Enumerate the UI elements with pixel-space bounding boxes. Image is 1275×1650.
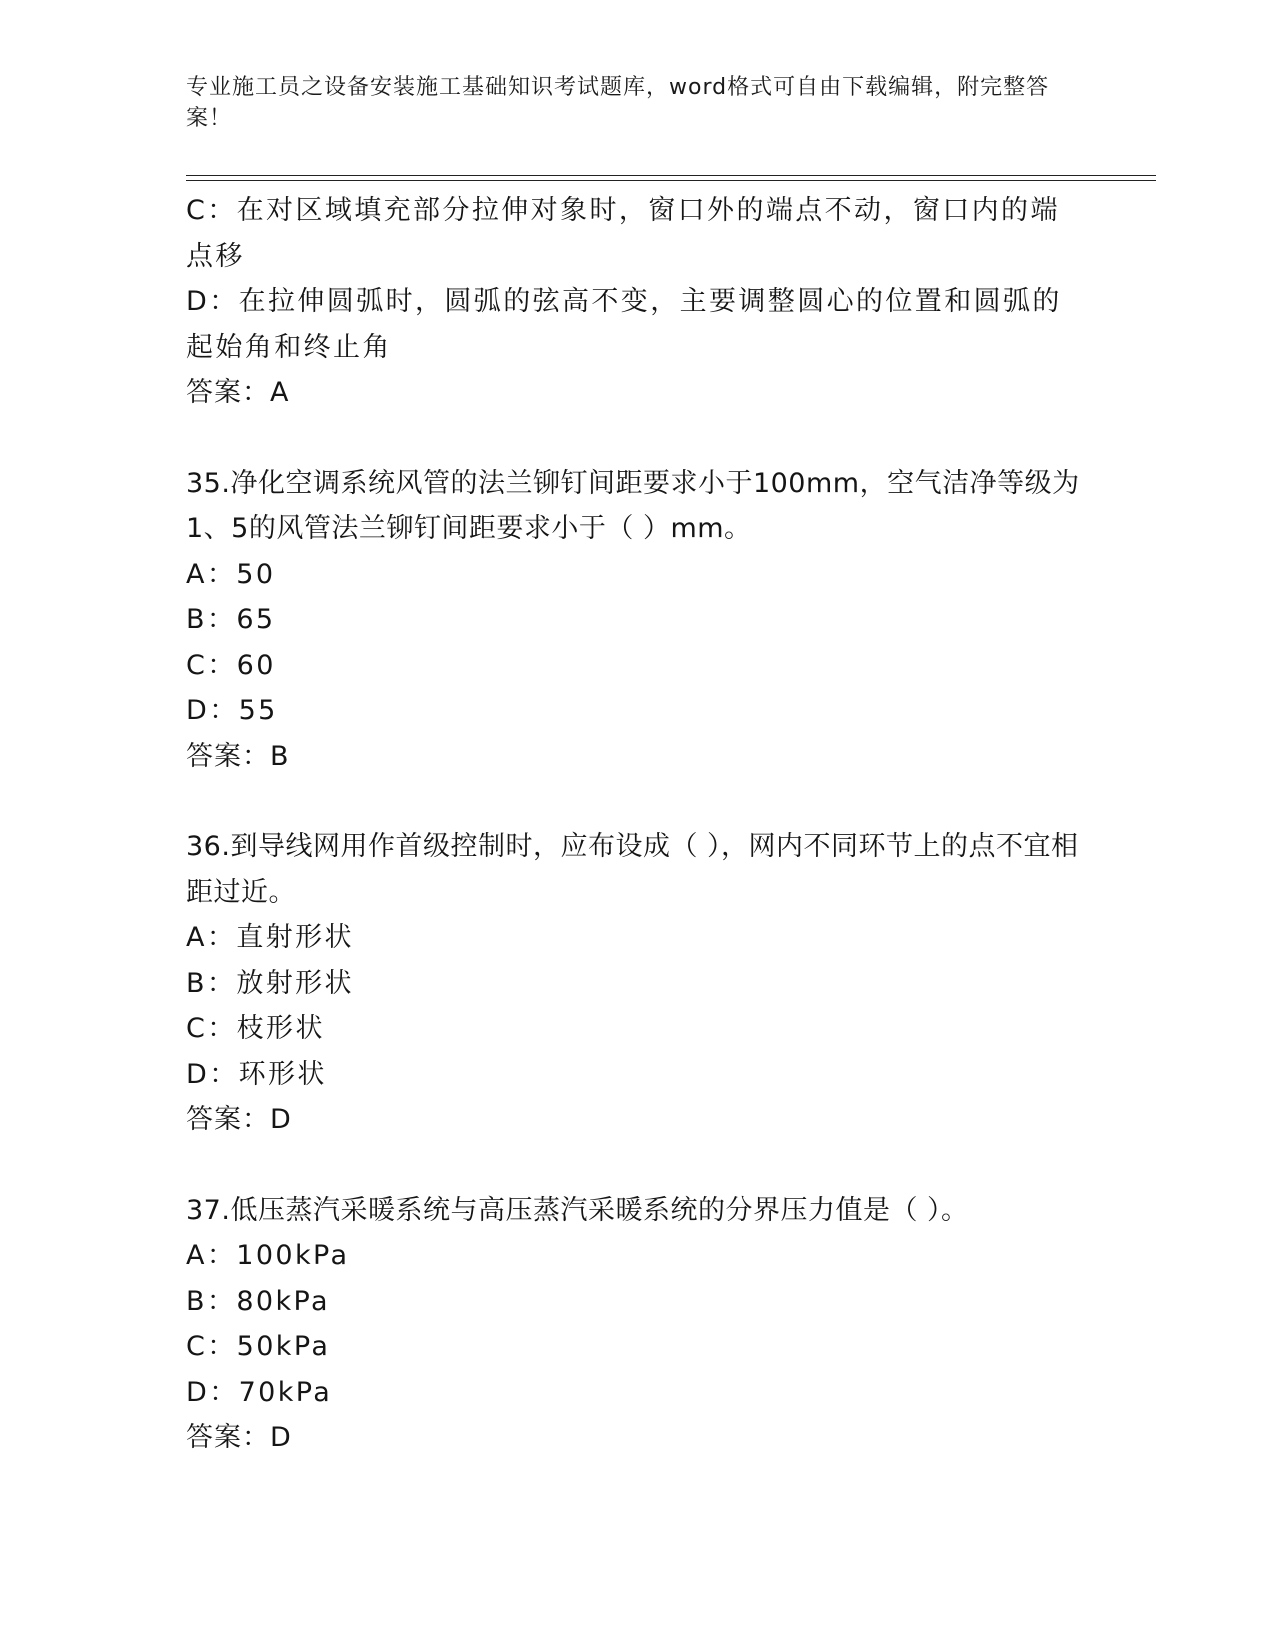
answer-line: 答案：D	[186, 1422, 292, 1453]
document-header	[186, 72, 1066, 134]
option-a: A：100kPa	[186, 1240, 350, 1271]
question-36	[186, 824, 1086, 1143]
option-d: D：在拉伸圆弧时，圆弧的弦高不变，主要调整圆心的位置和圆弧的起始角和终止角	[186, 286, 1062, 363]
question-35	[186, 461, 1086, 780]
header-title: 专业施工员之设备安装施工基础知识考试题库，word格式可自由下载编辑，附完整答案！	[186, 75, 1050, 131]
option-a: A：直射形状	[186, 922, 354, 953]
option-b: B：65	[186, 604, 276, 635]
question-37	[186, 1188, 1086, 1461]
question-stem: 36.到导线网用作首级控制时，应布设成（ ），网内不同环节上的点不宜相距过近。	[186, 831, 1079, 908]
option-b: B：放射形状	[186, 967, 354, 999]
option-d: D：70kPa	[186, 1376, 333, 1408]
answer-line: 答案：B	[186, 740, 290, 772]
document-body	[186, 188, 1086, 1506]
option-c: C：枝形状	[186, 1013, 325, 1044]
question-stem: 35.净化空调系统风管的法兰铆钉间距要求小于100mm，空气洁净等级为1、5的风管法兰铆钉间距要求小于（ ）mm。	[186, 467, 1080, 544]
option-d: D：环形状	[186, 1058, 327, 1090]
question-stem: 37.低压蒸汽采暖系统与高压蒸汽采暖系统的分界压力值是（ ）。	[186, 1194, 969, 1226]
option-d: D：55	[186, 695, 278, 726]
option-c: C：在对区域填充部分拉伸对象时，窗口外的端点不动，窗口内的端点移	[186, 195, 1060, 272]
continued-question	[186, 188, 1086, 416]
option-c: C：60	[186, 649, 276, 681]
answer-line: 答案：A	[186, 377, 290, 408]
option-a: A：50	[186, 558, 276, 590]
option-b: B：80kPa	[186, 1285, 330, 1317]
header-divider	[186, 175, 1156, 181]
answer-line: 答案：D	[186, 1104, 292, 1135]
option-c: C：50kPa	[186, 1331, 331, 1362]
